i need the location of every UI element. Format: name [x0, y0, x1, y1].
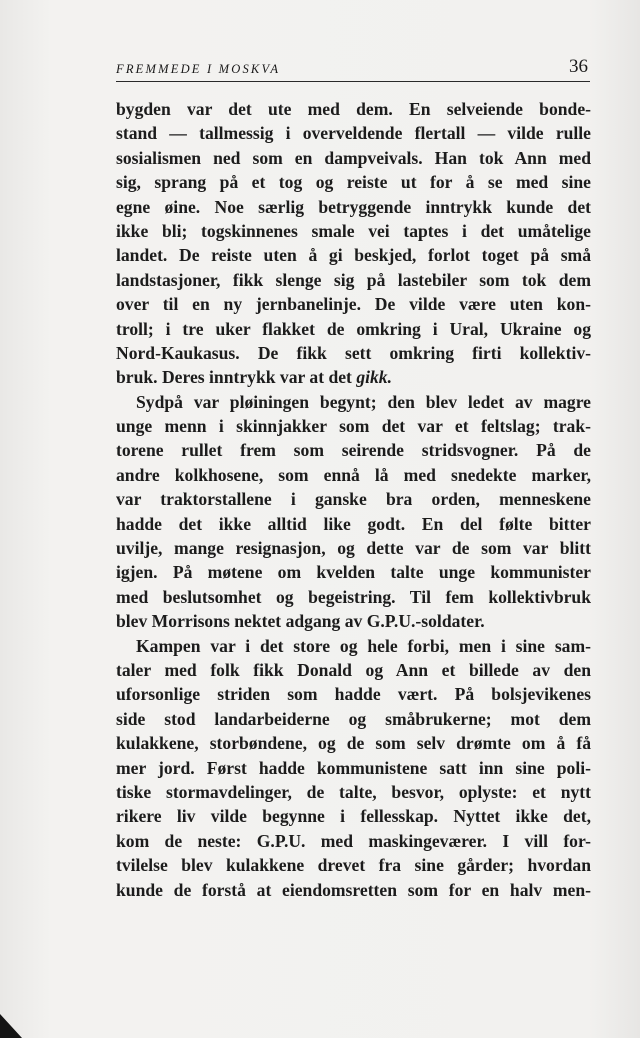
text-line: landet. De reiste uten å gi beskjed, forlot toget på små	[116, 245, 591, 266]
text-line: ikke bli; togskinnenes smale vei taptes i det umåtelige	[116, 220, 591, 241]
text-line: hadde det ikke alltid like godt. En del følte bitter	[116, 513, 591, 534]
text-line: egne øine. Noe særlig betryggende inntrykk kunde det	[116, 196, 591, 217]
text-line: igjen. På møtene om kvelden talte unge kommunister	[116, 562, 591, 583]
text-line: blev Morrisons nektet adgang av G.P.U.-soldater.	[116, 611, 485, 632]
text-line: over til en ny jernbanelinje. De vilde være uten kon-	[116, 294, 591, 315]
scan-corner-mark	[0, 1014, 22, 1038]
text-line: Sydpå var pløiningen begynt; den blev ledet av magre	[136, 391, 591, 412]
text-line: uvilje, mange resignasjon, og dette var de som var blitt	[116, 538, 591, 559]
page-number: 36	[569, 56, 588, 77]
text-line: sig, sprang på et tog og reiste ut for å se med sine	[116, 172, 591, 193]
text-line: med beslutsomhet og begeistring. Til fem kollektivbruk	[116, 586, 591, 607]
text-line: kulakkene, storbøndene, og de som selv drømte om å få	[116, 733, 591, 754]
text-line: bygden var det ute med dem. En selveiende bonde-	[116, 99, 591, 119]
text-line: sosialismen ned som en dampveivals. Han tok Ann med	[116, 147, 591, 168]
text-line: mer jord. Først hadde kommunistene satt inn sine poli-	[116, 757, 591, 778]
text-line	[116, 365, 591, 389]
text-line: kunde de forstå at eiendomsretten som for en halv men-	[116, 879, 591, 900]
text-line: tiske stormavdelinger, de talte, besvor, oplyste: et nytt	[116, 781, 591, 802]
text-line: rikere liv vilde begynne i fellesskap. Nyttet ikke det,	[116, 806, 591, 827]
header-rule	[116, 81, 590, 82]
text-line: stand — tallmessig i overveldende flertall — vilde rulle	[116, 123, 591, 144]
text-line: unge menn i skinnjakker som det var et feltslag; trak-	[116, 416, 591, 437]
emphasized-word: gikk.	[356, 367, 392, 388]
text-line-main: bruk. Deres inntrykk var at det	[116, 367, 352, 388]
text-line: tvilelse blev kulakkene drevet fra sine gårder; hvordan	[116, 855, 591, 876]
running-title: FREMMEDE I MOSKVA	[116, 62, 281, 76]
text-line: Kampen var i det store og hele forbi, men i sine sam-	[136, 635, 591, 656]
text-line: Nord-Kaukasus. De fikk sett omkring firti kollektiv-	[116, 342, 591, 363]
text-line: kom de neste: G.P.U. med maskingeværer. I vill for-	[116, 830, 591, 851]
text-line: side stod landarbeiderne og småbrukerne; mot dem	[116, 708, 591, 729]
text-line: troll; i tre uker flakket de omkring i Ural, Ukraine og	[116, 318, 591, 339]
text-line: landstasjoner, fikk slenge sig på lastebiler som tok dem	[116, 269, 591, 290]
text-line: uforsonlige striden som hadde vært. På bolsjevikenes	[116, 684, 591, 705]
text-line: andre kolkhosene, som ennå lå med snedekte marker,	[116, 464, 591, 485]
body-text	[116, 97, 591, 902]
text-line: taler med folk fikk Donald og Ann et billede av den	[116, 659, 591, 680]
text-line: var traktorstallene i ganske bra orden, menneskene	[116, 489, 591, 510]
page-header	[116, 56, 590, 82]
text-line: torene rullet frem som seirende stridsvogner. På de	[116, 440, 591, 461]
